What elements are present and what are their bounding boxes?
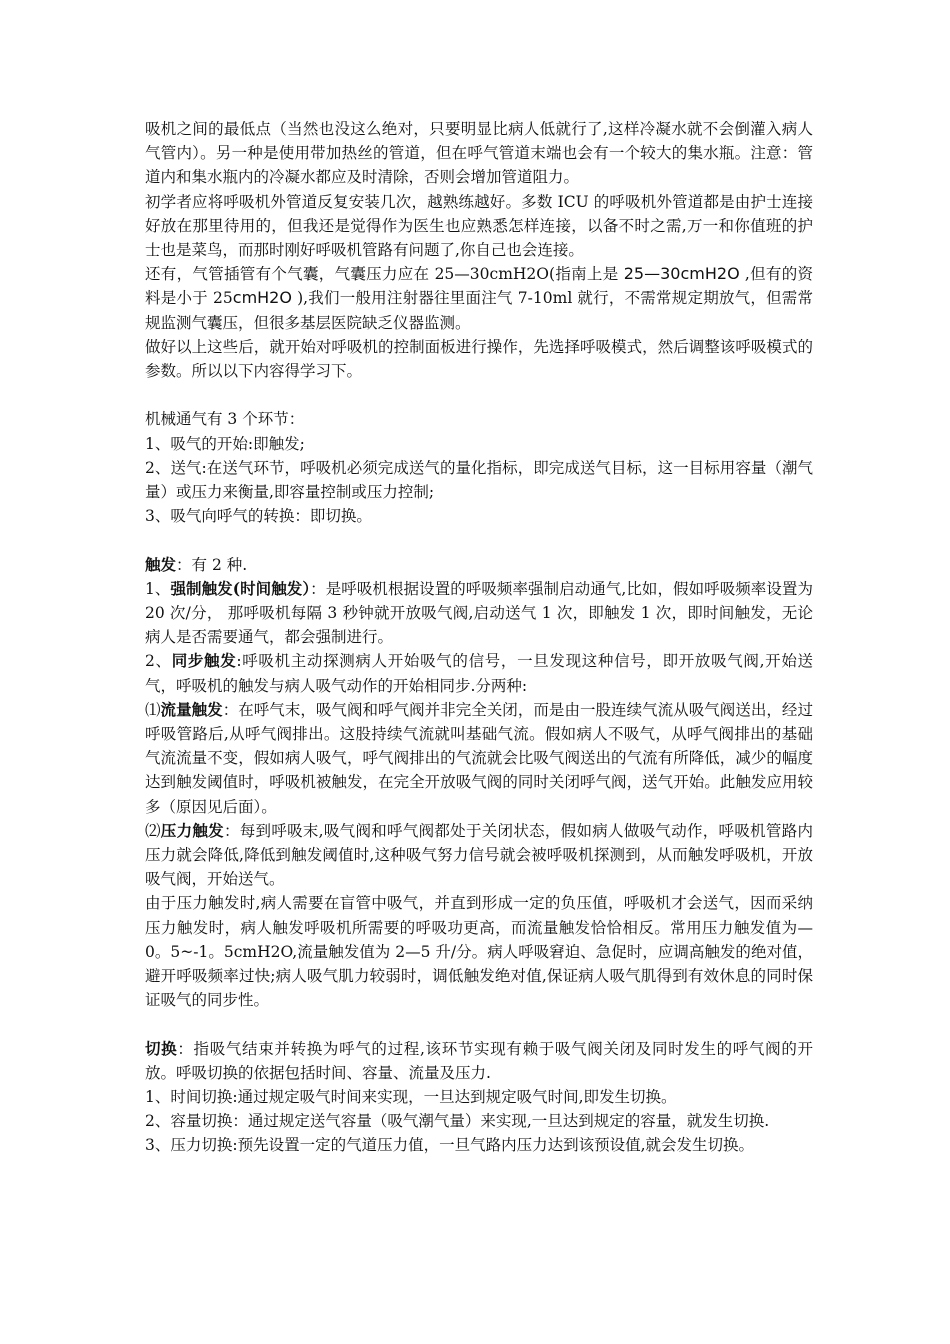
paragraph-sync-trigger: 2、同步触发:呼吸机主动探测病人开始吸气的信号，一旦发现这种信号，即开放吸气阀,开始送气，呼吸机的触发与病人吸气动作的开始相同步.分两种: [145, 651, 813, 695]
list-item-phase-2: 2、送气:在送气环节，呼吸机必须完成送气的量化指标，即完成送气目标，这一目标用容量（潮气量）或压力来衡量,即容量控制或压力控制; [145, 458, 813, 502]
paragraph-cuff-pressure: 还有，气管插管有个气囊，气囊压力应在 25—30cmH2O(指南上是 25—30cmH2O ,但有的资料是小于 25cmH2O ),我们一般用注射器往里面注气 7-10ml 就行，不需常规定期放气，但需常规监测气囊压，但很多基层医院缺乏仪器监测。 [145, 264, 814, 332]
blank-line [145, 528, 813, 552]
list-item-phase-1: 1、吸气的开始:即触发; [145, 434, 305, 453]
list-item-phase-3: 3、吸气向呼气的转换：即切换。 [145, 507, 372, 526]
list-item-time-cycling: 1、时间切换:通过规定吸气时间来实现，一旦达到规定吸气时间,即发生切换。 [145, 1088, 677, 1107]
paragraph-flow-trigger: ⑴流量触发：在呼气末，吸气阀和呼气阀并非完全关闭，而是由一股连续气流从吸气阀送出，经过呼吸管路后,从呼气阀排出。这股持续气流就叫基础气流。假如病人不吸气，从呼气阀排出的基础气流流量不变，假如病人吸气，呼气阀排出的气流就会比吸气阀送出的气流有所降低，减少的幅度达到触发阈值时，呼吸机被触发，在完全开放吸气阀的同时关闭呼气阀，送气开始。此触发应用较多（原因见后面）。 [145, 699, 813, 816]
paragraph-time-trigger: 1、强制触发(时间触发）：是呼吸机根据设置的呼吸频率强制启动通气,比如，假如呼吸频率设置为 20 次/分， 那呼吸机每隔 3 秒钟就开放吸气阀,启动送气 1 次，即触发 1 次，即时间触发，无论病人是否需要通气，都会强制进行。 [145, 578, 813, 647]
list-item-volume-cycling: 2、容量切换：通过规定送气容量（吸气潮气量）来实现,一旦达到规定的容量，就发生切换. [145, 1112, 770, 1131]
paragraph-trigger-comparison: 由于压力触发时,病人需要在盲管中吸气，并直到形成一定的负压值，呼吸机才会送气，因而采纳压力触发时，病人触发呼吸机所需要的呼吸功更高，而流量触发恰恰相反。常用压力触发值为—0。5~-1。5cmH2O,流量触发值为 2—5 升/分。病人呼吸窘迫、急促时，应调高触发的绝对值，避开呼吸频率过快;病人吸气肌力较弱时，调低触发绝对值,保证病人吸气肌得到有效休息的同时保证吸气的同步性。 [145, 894, 813, 1010]
paragraph-pressure-trigger: ⑵压力触发：每到呼吸末,吸气阀和呼气阀都处于关闭状态，假如病人做吸气动作，呼吸机管路内压力就会降低,降低到触发阈值时,这种吸气努力信号就会被呼吸机探测到，从而触发呼吸机，开放吸气阀，开始送气。 [145, 820, 813, 889]
paragraph-beginner-tubing: 初学者应将呼吸机外管道反复安装几次，越熟练越好。多数 ICU 的呼吸机外管道都是由护士连接好放在那里待用的，但我还是觉得作为医生也应熟悉怎样连接，以备不时之需,万一和你值班的护士也是菜鸟，而那时刚好呼吸机管路有问题了,你自己也会连接。 [145, 192, 813, 260]
blank-line [145, 383, 813, 407]
blank-line [145, 1012, 813, 1036]
document-page [145, 117, 813, 1158]
section-heading-cycling: 切换：指吸气结束并转换为呼气的过程,该环节实现有赖于吸气阀关闭及同时发生的呼气阀的开放。呼吸切换的依据包括时间、容量、流量及压力. [145, 1038, 813, 1082]
section-heading-trigger: 触发：有 2 种. [145, 554, 248, 574]
paragraph-control-panel: 做好以上这些后，就开始对呼吸机的控制面板进行操作，先选择呼吸模式，然后调整该呼吸模式的参数。所以以下内容得学习下。 [145, 337, 813, 381]
list-item-pressure-cycling: 3、压力切换:预先设置一定的气道压力值，一旦气路内压力达到该预设值,就会发生切换。 [145, 1136, 755, 1155]
paragraph-three-phases: 机械通气有 3 个环节： [145, 410, 305, 429]
paragraph-condensate: 吸机之间的最低点（当然也没这么绝对，只要明显比病人低就行了,这样冷凝水就不会倒灌入病人气管内）。另一种是使用带加热丝的管道，但在呼气管道末端也会有一个较大的集水瓶。注意：管道内和集水瓶内的冷凝水都应及时清除，否则会增加管道阻力。 [145, 120, 813, 187]
